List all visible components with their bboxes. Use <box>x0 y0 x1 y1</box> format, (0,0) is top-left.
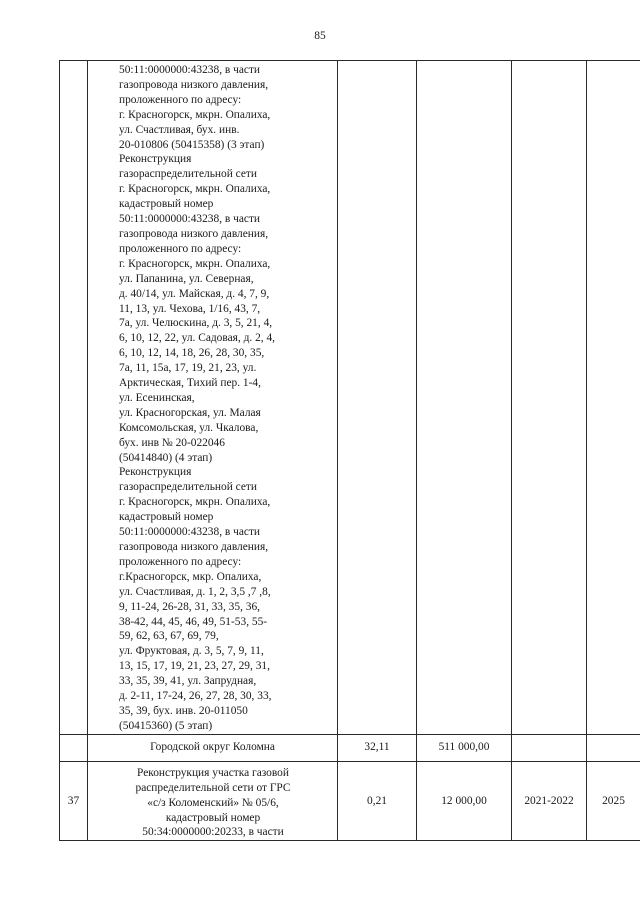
text-line: г. Красногорск, мкрн. Опалиха, <box>119 183 271 196</box>
text-line: (50415360) (5 этап) <box>119 719 213 732</box>
text-line: бух. инв № 20-022046 <box>119 436 225 449</box>
row-37-description-lines <box>92 766 334 841</box>
text-line: «с/з Коломенский» № 05/6, <box>147 796 279 809</box>
text-line: Комсомольская, ул. Чкалова, <box>119 421 259 434</box>
row-37-period: 2021-2022 <box>512 761 587 841</box>
text-line: Реконструкция участка газовой <box>137 766 289 779</box>
text-line: 35, 39, бух. инв. 20-011050 <box>119 704 248 717</box>
text-line: кадастровый номер <box>165 811 261 824</box>
cell-period-empty <box>512 734 587 761</box>
text-line: ул. Счастливая, д. 1, 2, 3,5 ,7 ,8, <box>119 585 271 598</box>
text-line: д. 40/14, ул. Майская, д. 4, 7, 9, <box>119 287 270 300</box>
row-37-cost: 12 000,00 <box>417 761 512 841</box>
text-line: 7а, ул. Челюскина, д. 3, 5, 21, 4, <box>119 317 273 330</box>
text-line: 50:11:0000000:43238, в части <box>119 526 261 539</box>
text-line: (50414840) (4 этап) <box>119 451 213 464</box>
cell-length-empty <box>338 61 417 735</box>
cell-cost-empty <box>417 61 512 735</box>
text-line: ул. Есенинская, <box>119 391 195 404</box>
text-line: ул. Красногорская, ул. Малая <box>119 406 261 419</box>
text-line: проложенного по адресу: <box>119 242 242 255</box>
text-line: 9, 11-24, 26-28, 31, 33, 35, 36, <box>119 600 261 613</box>
text-line: 13, 15, 17, 19, 21, 23, 27, 29, 31, <box>119 660 270 673</box>
cell-description <box>88 61 338 735</box>
text-line: 11, 13, ул. Чехова, 1/16, 43, 7, <box>119 302 261 315</box>
row-37-length: 0,21 <box>338 761 417 841</box>
text-line: г.Красногорск, мкр. Опалиха, <box>119 570 262 583</box>
text-line: 7а, 11, 15а, 17, 19, 21, 23, ул. <box>119 362 257 375</box>
text-line: газопровода низкого давления, <box>119 78 269 91</box>
description-lines <box>119 63 335 734</box>
page-number: 85 <box>314 30 326 42</box>
text-line: 6, 10, 12, 22, ул. Садовая, д. 2, 4, <box>119 332 276 345</box>
row-number: 37 <box>60 761 88 841</box>
text-line: газопровода низкого давления, <box>119 541 269 553</box>
text-line: Реконструкция <box>119 153 192 166</box>
table-row-37 <box>60 761 640 841</box>
subtotal-cost: 511 000,00 <box>417 734 512 761</box>
text-line: газораспределительной сети <box>119 481 257 494</box>
text-line: распределительной сети от ГРС <box>135 781 291 794</box>
text-line: 20-010806 (50415358) (3 этап) <box>119 138 265 151</box>
row-37-description <box>88 761 338 841</box>
text-line: 33, 35, 39, 41, ул. Запрудная, <box>119 675 257 688</box>
text-line: 38-42, 44, 45, 46, 49, 51-53, 55- <box>119 615 268 628</box>
text-line: 50:11:0000000:43238, в части <box>119 213 261 226</box>
row-37-year: 2025 <box>587 761 640 841</box>
text-line: 50:11:0000000:43238, в части <box>119 64 261 76</box>
text-line: г. Красногорск, мкрн. Опалиха, <box>119 257 271 270</box>
text-line: 6, 10, 12, 14, 18, 26, 28, 30, 35, <box>119 347 265 360</box>
table-row-continued <box>60 61 640 735</box>
cell-year-empty <box>587 61 640 735</box>
table-row-subtotal <box>60 734 640 761</box>
text-line: Реконструкция <box>119 466 192 479</box>
text-line: д. 2-11, 17-24, 26, 27, 28, 30, 33, <box>119 690 272 703</box>
text-line: кадастровый номер <box>119 511 214 524</box>
subtotal-length: 32,11 <box>338 734 417 761</box>
text-line: г. Красногорск, мкрн. Опалиха, <box>119 496 271 509</box>
program-table <box>59 60 640 841</box>
cell-num-empty <box>60 734 88 761</box>
cell-period-empty <box>512 61 587 735</box>
text-line: проложенного по адресу: <box>119 555 242 568</box>
text-line: кадастровый номер <box>119 198 214 211</box>
text-line: ул. Папанина, ул. Северная, <box>119 272 254 285</box>
text-line: ул. Фруктовая, д. 3, 5, 7, 9, 11, <box>119 645 264 658</box>
cell-num-empty <box>60 61 88 735</box>
text-line: г. Красногорск, мкрн. Опалиха, <box>119 108 271 121</box>
text-line: 50:34:0000000:20233, в части <box>142 826 284 839</box>
subtotal-name: Городской округ Коломна <box>88 734 338 761</box>
text-line: 59, 62, 63, 67, 69, 79, <box>119 630 219 643</box>
text-line: Арктическая, Тихий пер. 1-4, <box>119 377 261 390</box>
text-line: газопровода низкого давления, <box>119 227 269 240</box>
text-line: проложенного по адресу: <box>119 93 242 106</box>
text-line: ул. Счастливая, бух. инв. <box>119 123 240 136</box>
cell-year-empty <box>587 734 640 761</box>
text-line: газораспределительной сети <box>119 168 257 181</box>
